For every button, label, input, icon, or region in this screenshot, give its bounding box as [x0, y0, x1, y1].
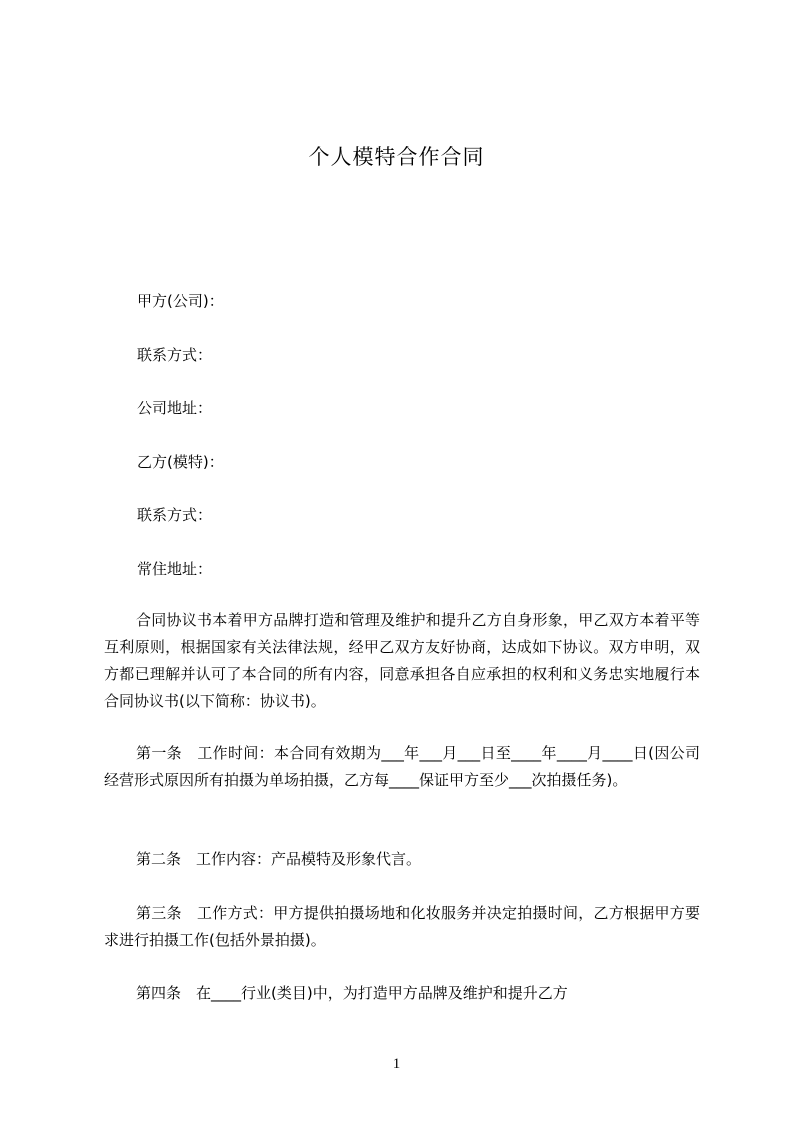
article-4-paragraph: 第四条 在____行业(类目)中，为打造甲方品牌及维护和提升乙方: [136, 984, 568, 1002]
party-b-model-field: 乙方(模特)：: [137, 453, 224, 471]
document-title: 个人模特合作合同: [308, 145, 485, 169]
party-a-address-field: 公司地址：: [137, 399, 213, 417]
party-a-contact-field: 联系方式：: [137, 346, 213, 364]
article-2-paragraph: 第二条 工作内容：产品模特及形象代言。: [136, 850, 422, 868]
page-number: 1: [392, 1056, 401, 1072]
party-b-address-field: 常住地址：: [137, 560, 213, 578]
preamble-paragraph: 合同协议书本着甲方品牌打造和管理及维护和提升乙方自身形象，甲乙双方本着平等互利原则，根据国家有关法律法规，经甲乙双方友好协商，达成如下协议。双方申明，双方都已理解并认可了本合同的所有内容，同意承担各自应承担的权利和义务忠实地履行本合同协议书(以下简称：协议书)。: [104, 611, 700, 710]
party-a-company-field: 甲方(公司)：: [137, 292, 224, 310]
party-b-contact-field: 联系方式：: [137, 506, 213, 524]
article-1-paragraph: 第一条 工作时间：本合同有效期为___年___月___日至____年____月____日(因公司经营形式原因所有拍摄为单场拍摄，乙方每____保证甲方至少___次拍摄任务)。: [104, 744, 700, 789]
article-3-paragraph: 第三条 工作方式：甲方提供拍摄场地和化妆服务并决定拍摄时间，乙方根据甲方要求进行拍摄工作(包括外景拍摄)。: [104, 904, 700, 949]
